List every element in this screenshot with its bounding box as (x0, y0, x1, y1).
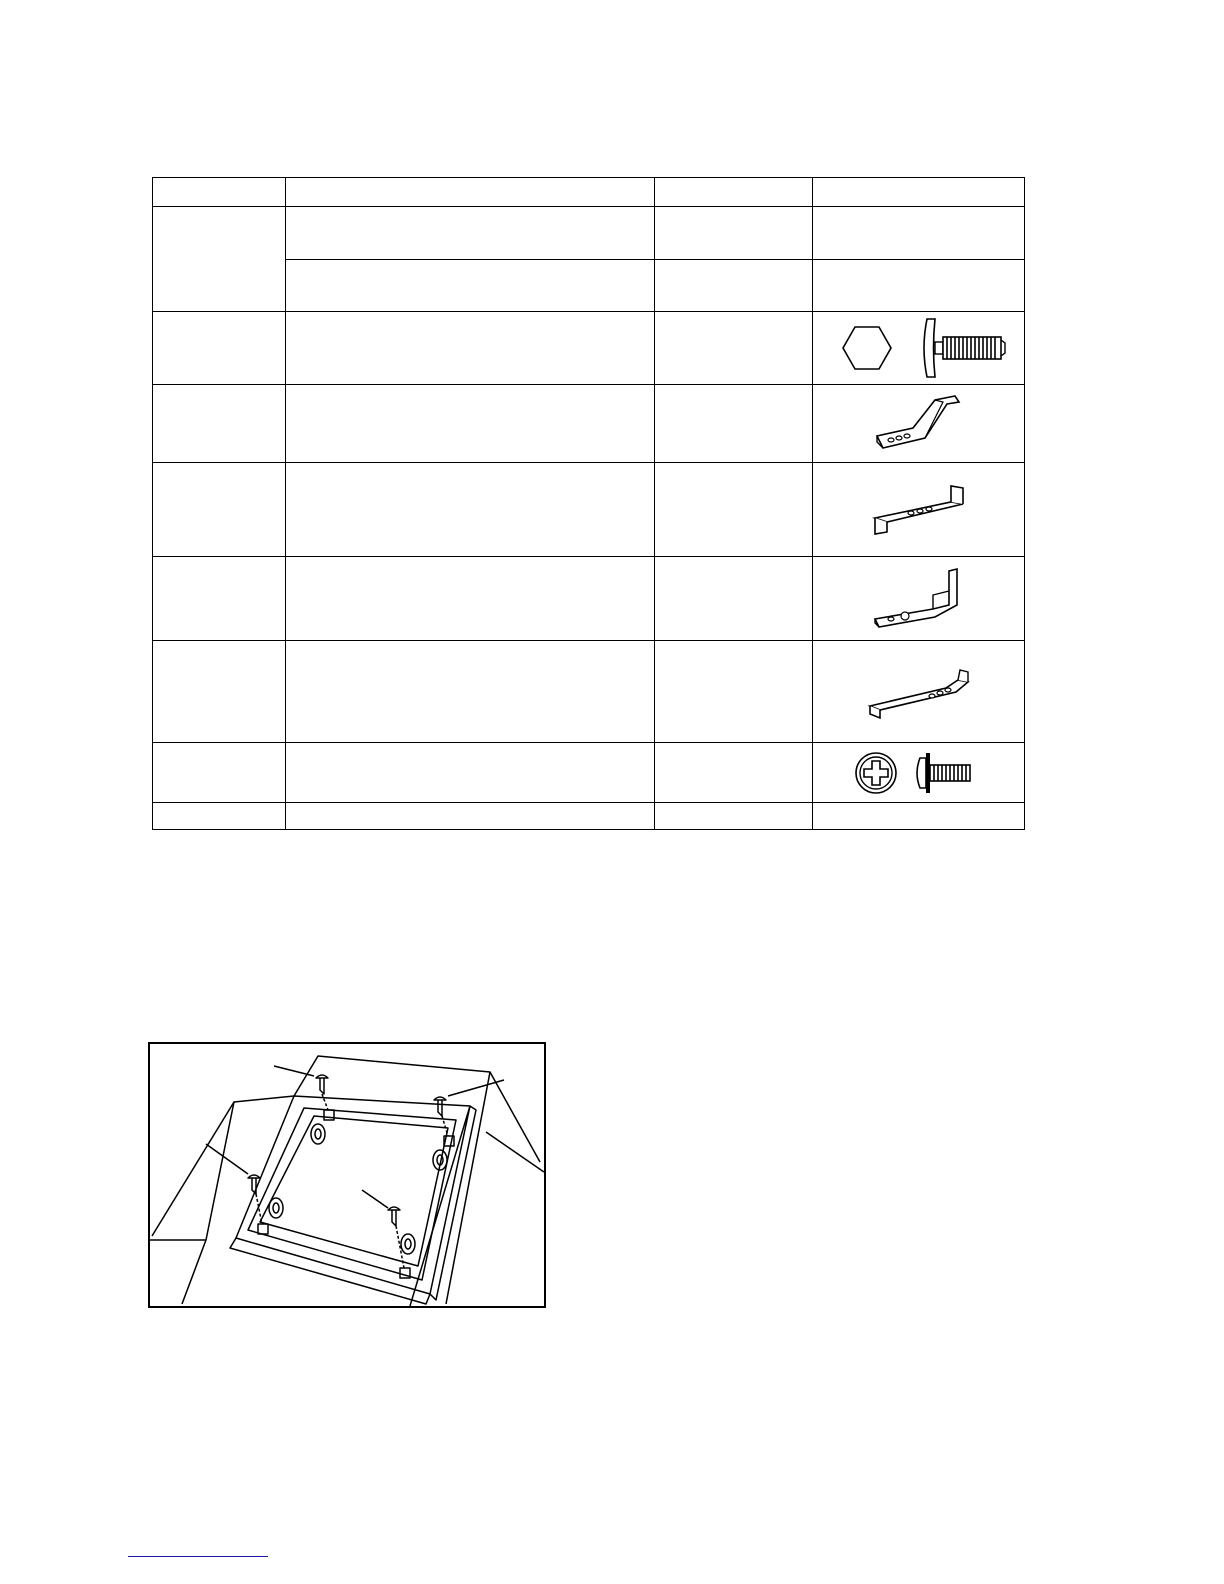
carton-flap-edge (182, 1240, 206, 1304)
quantity-cell (655, 463, 813, 557)
channel-bracket-icon (869, 480, 969, 540)
header-cell-description (286, 178, 655, 207)
header-cell-item (153, 178, 286, 207)
screw-boss (258, 1224, 268, 1234)
description-cell (286, 557, 655, 641)
item-cell (153, 463, 286, 557)
shape-cell (813, 557, 1025, 641)
quantity-cell (655, 312, 813, 385)
table-row (153, 803, 1025, 830)
leader-line (274, 1066, 314, 1076)
description-cell (286, 641, 655, 743)
long-bracket-icon (864, 662, 974, 722)
base-frame-rail (260, 1116, 448, 1266)
description-cell (286, 743, 655, 803)
quantity-cell (655, 743, 813, 803)
shape-cell (813, 463, 1025, 557)
screw-3 (206, 1144, 262, 1224)
shape-cell (813, 743, 1025, 803)
quantity-cell (655, 260, 813, 312)
carton-flap-fold (152, 1102, 234, 1236)
item-cell (153, 641, 286, 743)
description-cell (286, 463, 655, 557)
shape-cell (813, 385, 1025, 463)
item-cell (153, 743, 286, 803)
caster-bottom-left (269, 1198, 283, 1218)
shape-cell (813, 312, 1025, 385)
description-cell (286, 803, 655, 830)
shape-cell (813, 207, 1025, 260)
quantity-cell (655, 557, 813, 641)
shape-cell (813, 260, 1025, 312)
header-cell-shape (813, 178, 1025, 207)
table-header-row (153, 178, 1025, 207)
step-bracket-icon (871, 565, 967, 633)
item-cell (153, 803, 286, 830)
screw-1 (274, 1066, 328, 1110)
angled-bracket-icon (873, 392, 965, 456)
table-row (153, 385, 1025, 463)
table-row (153, 641, 1025, 743)
carton-inner-edge (410, 1106, 470, 1306)
item-cell (153, 207, 286, 312)
table-row (153, 312, 1025, 385)
frame-removal-illustration (148, 1042, 546, 1308)
table-row (153, 463, 1025, 557)
item-cell (153, 385, 286, 463)
item-cell (153, 312, 286, 385)
description-cell (286, 385, 655, 463)
screw-boss (324, 1110, 334, 1120)
table-row (153, 207, 1025, 260)
carton-flap-outline (150, 1056, 540, 1240)
shape-cell (813, 803, 1025, 830)
item-cell (153, 557, 286, 641)
table-row (153, 557, 1025, 641)
quantity-cell (655, 803, 813, 830)
hex-bolt-icon (829, 315, 1009, 381)
description-cell (286, 207, 655, 260)
table-row (153, 743, 1025, 803)
leader-line (448, 1080, 504, 1096)
caster-bottom-right (401, 1234, 415, 1254)
quantity-cell (655, 641, 813, 743)
leader-line (206, 1144, 248, 1174)
phillips-screw-icon (854, 748, 984, 798)
leader-line (362, 1190, 388, 1208)
description-cell (286, 312, 655, 385)
quantity-cell (655, 207, 813, 260)
description-cell (286, 260, 655, 312)
parts-table (152, 177, 1025, 830)
quantity-cell (655, 385, 813, 463)
caster-top-left (311, 1124, 325, 1144)
footer-link-rule (128, 1556, 268, 1557)
base-frame-outer (236, 1096, 470, 1294)
shape-cell (813, 641, 1025, 743)
header-cell-quantity (655, 178, 813, 207)
